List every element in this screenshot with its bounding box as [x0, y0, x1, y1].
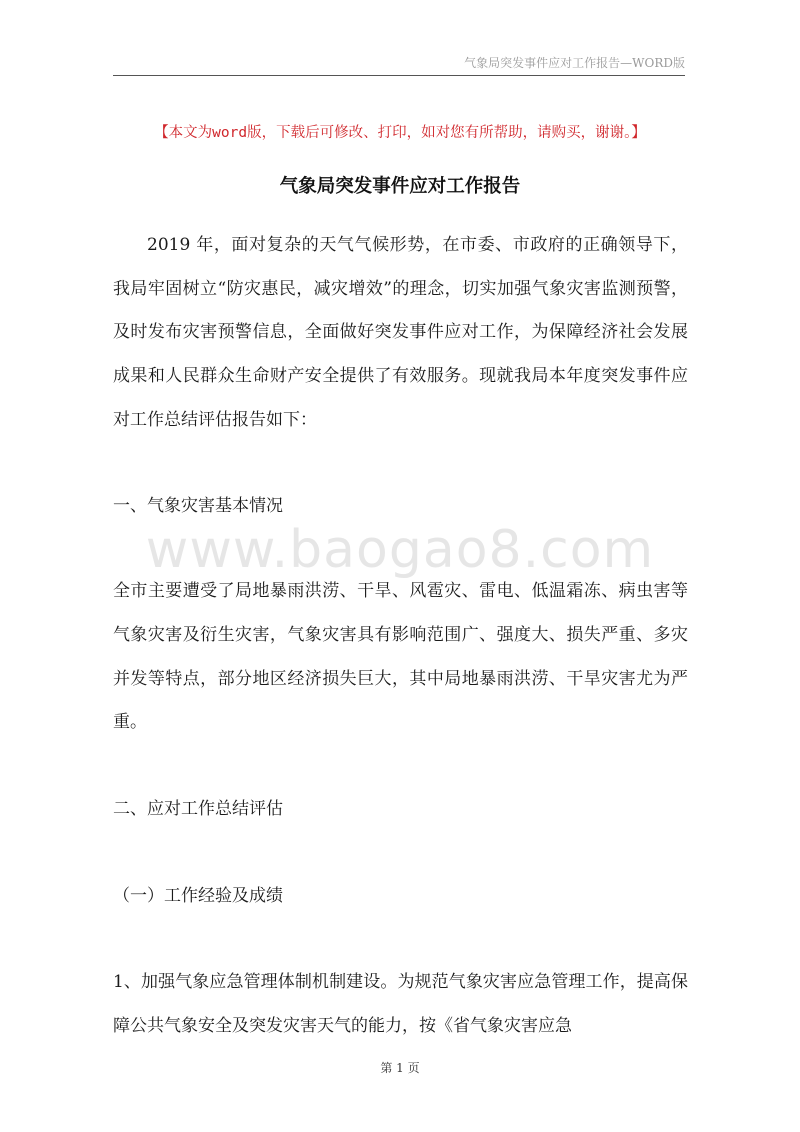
running-title: 气象局突发事件应对工作报告—WORD版: [464, 56, 685, 70]
intro-paragraph: 2019 年，面对复杂的天气气候形势，在市委、市政府的正确领导下，我局牢固树立“防灾惠民，减灾增效”的理念，切实加强气象灾害监测预警，及时发布灾害预警信息，全面做好突发事件应对工作，为保障经济社会发展成果和人民群众生命财产安全提供了有效服务。现就我局本年度突发事件应对工作总结评估报告如下：: [113, 235, 688, 430]
watermark-text: www.baogao8.com: [145, 520, 655, 580]
page-number: 第 1 页: [380, 1061, 420, 1075]
item-1-paragraph: 1、加强气象应急管理体制机制建设。为规范气象灾害应急管理工作，提高保障公共气象安全及突发灾害天气的能力，按《省气象灾害应急: [113, 972, 688, 1037]
document-title: 气象局突发事件应对工作报告: [279, 176, 521, 197]
subsection-heading-1: （一）工作经验及成绩: [113, 885, 283, 906]
section-heading-1: 一、气象灾害基本情况: [113, 495, 283, 516]
download-notice: 【本文为word版，下载后可修改、打印，如对您有所帮助，请购买，谢谢。】: [154, 125, 646, 141]
page-header: [113, 50, 685, 76]
section-heading-2: 二、应对工作总结评估: [113, 799, 283, 820]
section-1-paragraph: 全市主要遭受了局地暴雨洪涝、干旱、风雹灾、雷电、低温霜冻、病虫害等气象灾害及衍生灾害，气象灾害具有影响范围广、强度大、损失严重、多灾并发等特点，部分地区经济损失巨大，其中局地暴雨洪涝、干旱灾害尤为严重。: [113, 581, 688, 733]
document-body: [113, 224, 688, 1049]
